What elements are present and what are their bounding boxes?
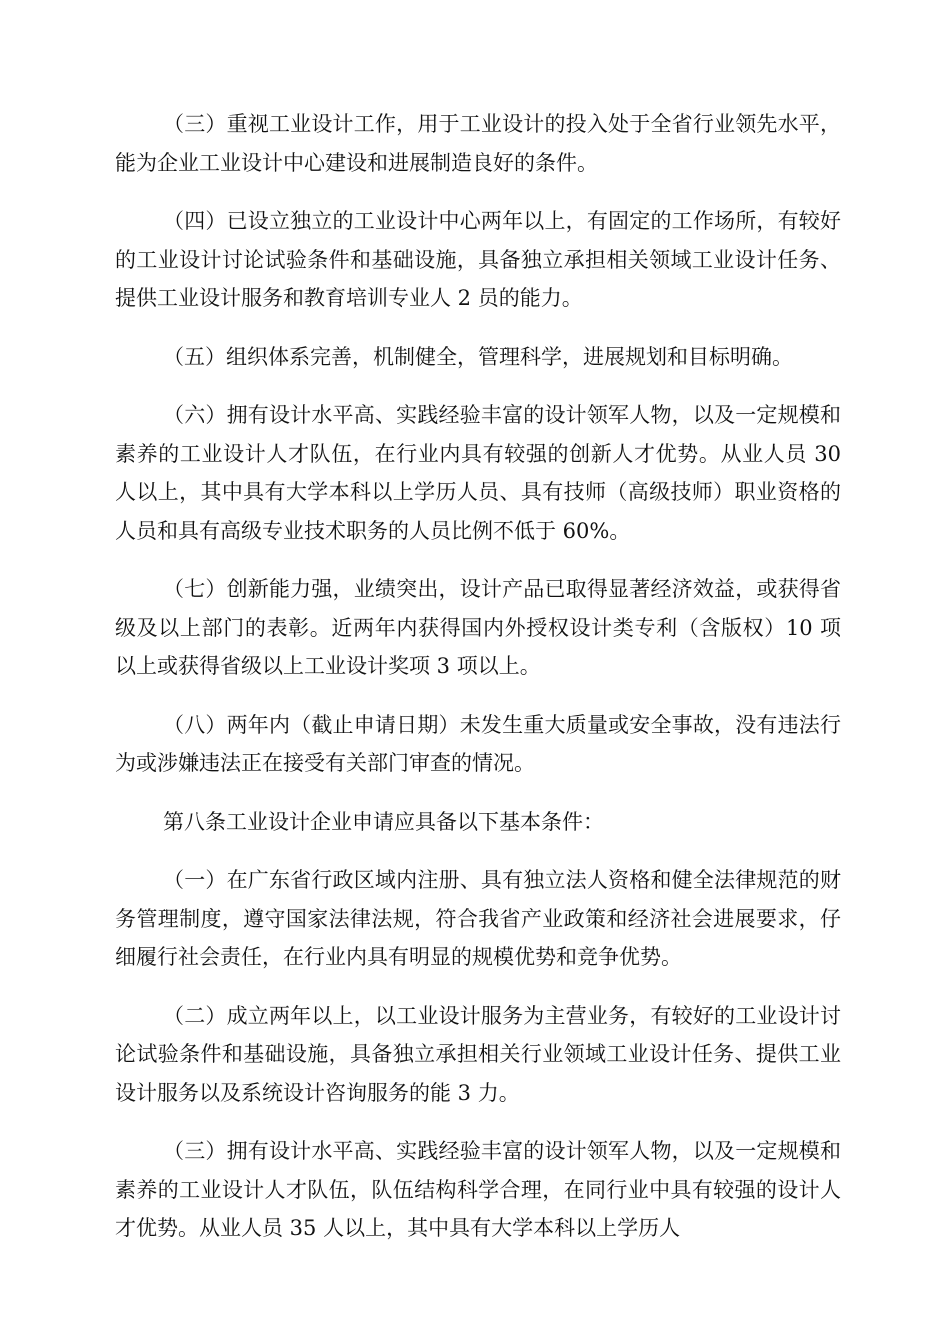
paragraph-6-talent: （六）拥有设计水平高、实践经验丰富的设计领军人物，以及一定规模和素养的工业设计人才队伍，在行业内具有较强的创新人才优势。从业人员 30 人以上，其中具有大学本科以上学历人员、具有技师（高级技师）职业资格的人员和具有高级专业技术职务的人员比例不低于 60%。 bbox=[115, 403, 841, 543]
paragraph-3-design-talent: （三）拥有设计水平高、实践经验丰富的设计领军人物，以及一定规模和素养的工业设计人才队伍，队伍结构科学合理，在同行业中具有较强的设计人才优势。从业人员 35 人以上，其中具有大学本科以上学历人 bbox=[115, 1139, 841, 1240]
paragraph-5-organization: （五）组织体系完善，机制健全，管理科学，进展规划和目标明确。 bbox=[163, 344, 793, 369]
paragraph-1-registration: （一）在广东省行政区域内注册、具有独立法人资格和健全法律规范的财务管理制度，遵守国家法律法规，符合我省产业政策和经济社会进展要求，仔细履行社会责任，在行业内具有明显的规模优势和竞争优势。 bbox=[115, 868, 841, 969]
article-8-heading: 第八条工业设计企业申请应具备以下基本条件： bbox=[163, 809, 604, 834]
document-body bbox=[115, 105, 841, 1268]
paragraph-2-establishment: （二）成立两年以上，以工业设计服务为主营业务，有较好的工业设计讨论试验条件和基础设施，具备独立承担相关行业领域工业设计任务、提供工业设计服务以及系统设计咨询服务的能 3 力。 bbox=[115, 1003, 841, 1105]
paragraph-4-design-center: （四）已设立独立的工业设计中心两年以上，有固定的工作场所，有较好的工业设计讨论试验条件和基础设施，具备独立承担相关领域工业设计任务、提供工业设计服务和教育培训专业人 2 员的能力。 bbox=[115, 209, 841, 310]
paragraph-8-compliance: （八）两年内（截止申请日期）未发生重大质量或安全事故，没有违法行为或涉嫌违法正在接受有关部门审查的情况。 bbox=[115, 712, 841, 775]
paragraph-7-innovation: （七）创新能力强，业绩突出，设计产品已取得显著经济效益，或获得省级及以上部门的表彰。近两年内获得国内外授权设计类专利（含版权）10 项以上或获得省级以上工业设计奖项 3 项以上。 bbox=[115, 577, 841, 678]
paragraph-3-investment: （三）重视工业设计工作，用于工业设计的投入处于全省行业领先水平，能为企业工业设计中心建设和进展制造良好的条件。 bbox=[115, 112, 841, 175]
